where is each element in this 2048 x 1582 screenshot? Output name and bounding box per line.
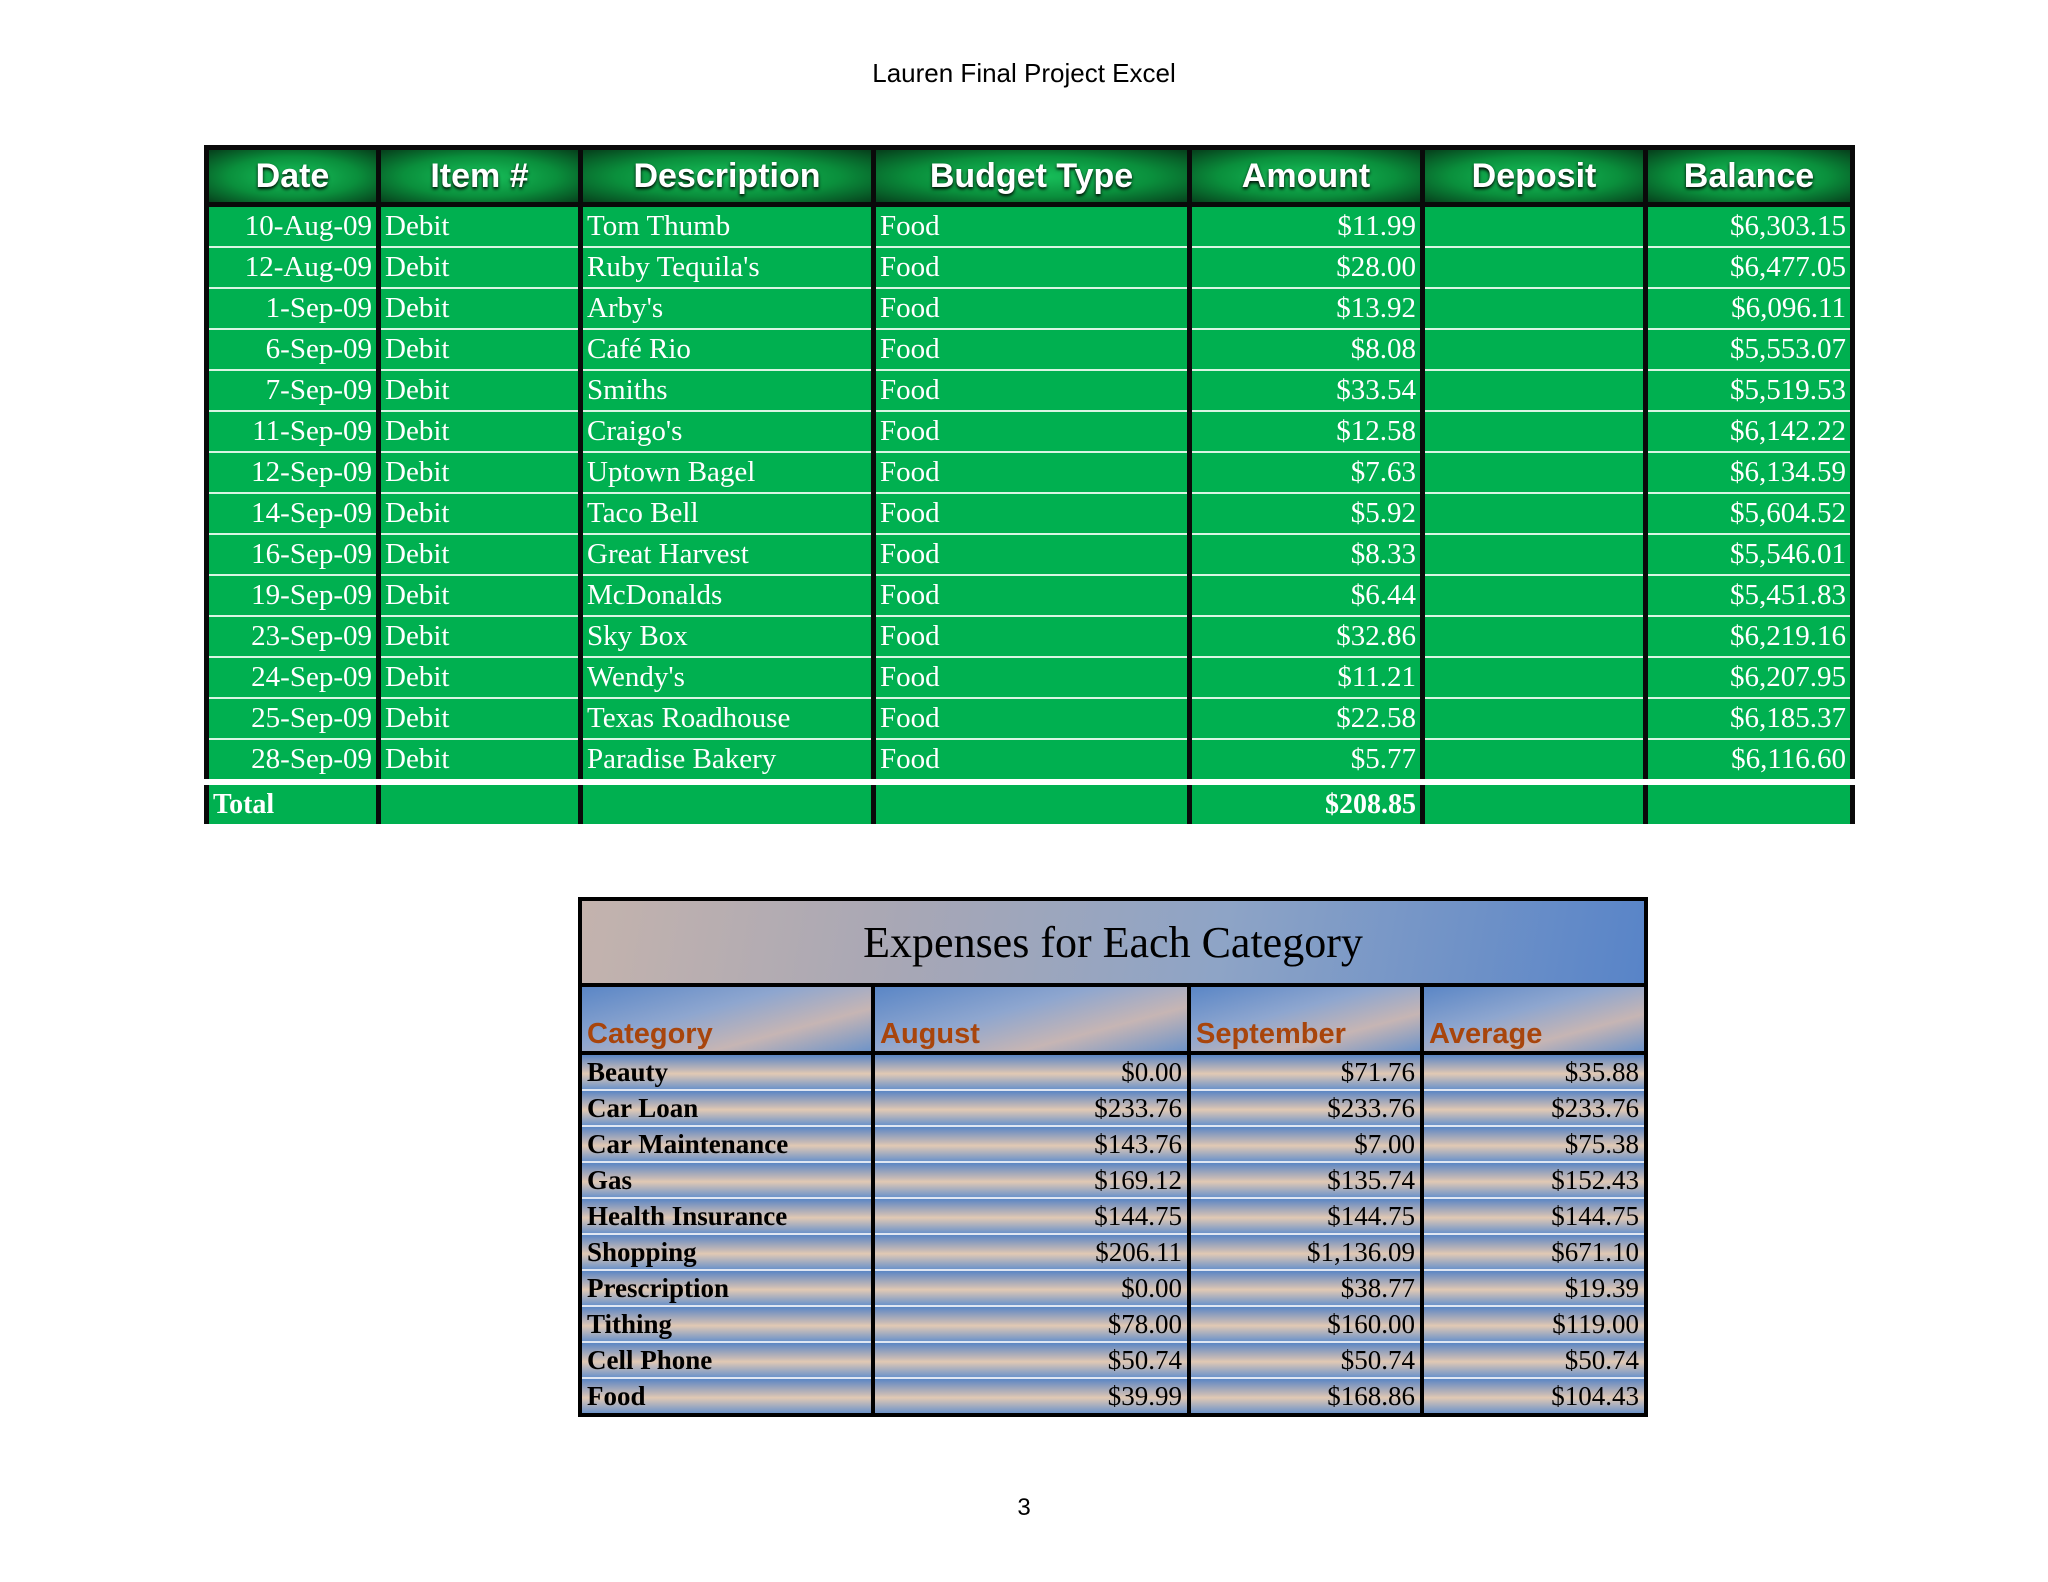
table-row <box>207 493 1853 534</box>
table-row <box>580 1126 1646 1162</box>
expenses-header-row <box>580 985 1646 1053</box>
page-number: 3 <box>1017 1494 1031 1521</box>
table-cell: 6-Sep-09 <box>207 329 379 370</box>
table-cell: $6,134.59 <box>1646 452 1853 493</box>
table-cell: Debit <box>379 452 581 493</box>
table-cell: $6.44 <box>1190 575 1423 616</box>
table-cell: Food <box>874 575 1190 616</box>
table-cell: Debit <box>379 370 581 411</box>
table-cell: $135.74 <box>1189 1162 1422 1198</box>
table-cell: $5,519.53 <box>1646 370 1853 411</box>
expenses-table <box>578 897 1648 1417</box>
table-cell <box>1423 411 1646 452</box>
table-row <box>580 1053 1646 1090</box>
table-row <box>207 657 1853 698</box>
table-cell: Wendy's <box>581 657 874 698</box>
table-cell: $75.38 <box>1422 1126 1646 1162</box>
table-cell <box>1423 782 1646 824</box>
table-cell: $143.76 <box>873 1126 1189 1162</box>
column-header-budget-type: Budget Type <box>874 148 1190 205</box>
table-cell <box>581 782 874 824</box>
table-cell: 25-Sep-09 <box>207 698 379 739</box>
category-label: Shopping <box>580 1234 873 1270</box>
table-cell <box>1423 657 1646 698</box>
table-row <box>207 288 1853 329</box>
table-cell: $50.74 <box>1189 1342 1422 1378</box>
table-row <box>207 452 1853 493</box>
category-label: Health Insurance <box>580 1198 873 1234</box>
table-cell <box>1423 616 1646 657</box>
table-cell: $8.08 <box>1190 329 1423 370</box>
table-cell: $13.92 <box>1190 288 1423 329</box>
table-cell: $50.74 <box>873 1342 1189 1378</box>
table-cell: $6,116.60 <box>1646 739 1853 782</box>
table-cell: $33.54 <box>1190 370 1423 411</box>
category-label: Car Maintenance <box>580 1126 873 1162</box>
column-header-item: Item # <box>379 148 581 205</box>
table-cell: 11-Sep-09 <box>207 411 379 452</box>
page-header-title: Lauren Final Project Excel <box>872 58 1176 88</box>
table-cell: McDonalds <box>581 575 874 616</box>
table-cell: $1,136.09 <box>1189 1234 1422 1270</box>
table-cell: Debit <box>379 329 581 370</box>
table-cell: Craigo's <box>581 411 874 452</box>
table-row <box>207 329 1853 370</box>
table-row <box>207 205 1853 248</box>
table-row <box>580 1090 1646 1126</box>
table-cell: $28.00 <box>1190 247 1423 288</box>
table-cell: $169.12 <box>873 1162 1189 1198</box>
table-cell: $12.58 <box>1190 411 1423 452</box>
table-cell: $7.00 <box>1189 1126 1422 1162</box>
column-header-average: Average <box>1422 985 1646 1053</box>
table-cell: $152.43 <box>1422 1162 1646 1198</box>
table-cell: $35.88 <box>1422 1053 1646 1090</box>
table-row <box>580 1306 1646 1342</box>
table-cell: Café Rio <box>581 329 874 370</box>
table-cell: Debit <box>379 698 581 739</box>
table-cell: $5,546.01 <box>1646 534 1853 575</box>
category-label: Prescription <box>580 1270 873 1306</box>
table-cell: Food <box>874 698 1190 739</box>
table-cell: Food <box>874 247 1190 288</box>
table-cell: $5.77 <box>1190 739 1423 782</box>
table-cell: $6,303.15 <box>1646 205 1853 248</box>
table-cell: 28-Sep-09 <box>207 739 379 782</box>
category-label: Food <box>580 1378 873 1415</box>
table-cell <box>1423 452 1646 493</box>
table-cell: Food <box>874 657 1190 698</box>
table-cell: $160.00 <box>1189 1306 1422 1342</box>
table-cell: $5,604.52 <box>1646 493 1853 534</box>
category-label: Beauty <box>580 1053 873 1090</box>
column-header-august: August <box>873 985 1189 1053</box>
table-cell: Food <box>874 370 1190 411</box>
table-cell: $38.77 <box>1189 1270 1422 1306</box>
table-cell: $71.76 <box>1189 1053 1422 1090</box>
table-cell: Debit <box>379 411 581 452</box>
table-cell: $5,451.83 <box>1646 575 1853 616</box>
total-label: Total <box>207 782 379 824</box>
column-header-category: Category <box>580 985 873 1053</box>
table-cell: $22.58 <box>1190 698 1423 739</box>
table-cell: $5,553.07 <box>1646 329 1853 370</box>
table-cell: $104.43 <box>1422 1378 1646 1415</box>
table-row <box>207 575 1853 616</box>
category-label: Cell Phone <box>580 1342 873 1378</box>
total-amount: $208.85 <box>1190 782 1423 824</box>
table-cell: $168.86 <box>1189 1378 1422 1415</box>
table-cell: 19-Sep-09 <box>207 575 379 616</box>
table-row <box>207 411 1853 452</box>
column-header-deposit: Deposit <box>1423 148 1646 205</box>
table-cell <box>1423 534 1646 575</box>
column-header-amount: Amount <box>1190 148 1423 205</box>
table-cell: Debit <box>379 288 581 329</box>
table-cell: Debit <box>379 616 581 657</box>
table-cell: Food <box>874 616 1190 657</box>
table-cell: Ruby Tequila's <box>581 247 874 288</box>
category-label: Car Loan <box>580 1090 873 1126</box>
table-row <box>580 1198 1646 1234</box>
table-cell: Food <box>874 493 1190 534</box>
table-cell: 16-Sep-09 <box>207 534 379 575</box>
table-cell: $6,207.95 <box>1646 657 1853 698</box>
table-cell <box>1423 739 1646 782</box>
table-row <box>207 698 1853 739</box>
table-cell: 12-Sep-09 <box>207 452 379 493</box>
table-row <box>580 1270 1646 1306</box>
table-cell: $32.86 <box>1190 616 1423 657</box>
table-cell: $6,096.11 <box>1646 288 1853 329</box>
table-cell: $6,219.16 <box>1646 616 1853 657</box>
table-cell: Debit <box>379 739 581 782</box>
table-cell: $11.99 <box>1190 205 1423 248</box>
table-cell: $206.11 <box>873 1234 1189 1270</box>
table-cell: 7-Sep-09 <box>207 370 379 411</box>
table-cell: Debit <box>379 657 581 698</box>
table-cell: Smiths <box>581 370 874 411</box>
table-cell: $671.10 <box>1422 1234 1646 1270</box>
table-cell <box>1423 493 1646 534</box>
category-label: Tithing <box>580 1306 873 1342</box>
table-cell: $0.00 <box>873 1270 1189 1306</box>
table-cell: $11.21 <box>1190 657 1423 698</box>
table-cell: Food <box>874 329 1190 370</box>
table-row <box>207 616 1853 657</box>
table-row <box>207 739 1853 782</box>
table-cell: $6,477.05 <box>1646 247 1853 288</box>
expenses-table-title: Expenses for Each Category <box>580 899 1646 985</box>
table-row <box>580 1378 1646 1415</box>
table-row <box>207 370 1853 411</box>
table-cell: $8.33 <box>1190 534 1423 575</box>
table-cell <box>1423 370 1646 411</box>
table-cell: $0.00 <box>873 1053 1189 1090</box>
table-cell: $144.75 <box>1189 1198 1422 1234</box>
table-cell: $233.76 <box>873 1090 1189 1126</box>
table-cell: Taco Bell <box>581 493 874 534</box>
table-cell: $50.74 <box>1422 1342 1646 1378</box>
table-cell: 1-Sep-09 <box>207 288 379 329</box>
table-row <box>207 534 1853 575</box>
table-cell <box>1423 698 1646 739</box>
table-cell: $6,185.37 <box>1646 698 1853 739</box>
table-cell: $5.92 <box>1190 493 1423 534</box>
table-cell: 14-Sep-09 <box>207 493 379 534</box>
table-cell <box>1423 247 1646 288</box>
table-cell: Debit <box>379 493 581 534</box>
table-cell <box>1423 575 1646 616</box>
column-header-balance: Balance <box>1646 148 1853 205</box>
table-row <box>580 1234 1646 1270</box>
table-cell: Food <box>874 739 1190 782</box>
table-cell: Paradise Bakery <box>581 739 874 782</box>
category-label: Gas <box>580 1162 873 1198</box>
table-cell <box>874 782 1190 824</box>
column-header-description: Description <box>581 148 874 205</box>
table-cell: Sky Box <box>581 616 874 657</box>
table-cell: Food <box>874 288 1190 329</box>
table-cell: $233.76 <box>1189 1090 1422 1126</box>
table-cell: 10-Aug-09 <box>207 205 379 248</box>
table-cell: 12-Aug-09 <box>207 247 379 288</box>
table-cell: $78.00 <box>873 1306 1189 1342</box>
table-cell: $233.76 <box>1422 1090 1646 1126</box>
table-cell: $144.75 <box>1422 1198 1646 1234</box>
table-row <box>207 247 1853 288</box>
column-header-september: September <box>1189 985 1422 1053</box>
table-cell: Food <box>874 411 1190 452</box>
table-cell <box>1646 782 1853 824</box>
table-cell: Great Harvest <box>581 534 874 575</box>
table-cell <box>379 782 581 824</box>
ledger-table <box>204 145 1855 824</box>
table-cell: $7.63 <box>1190 452 1423 493</box>
table-cell: 23-Sep-09 <box>207 616 379 657</box>
table-cell: Arby's <box>581 288 874 329</box>
table-cell: Uptown Bagel <box>581 452 874 493</box>
ledger-total-row <box>207 782 1853 824</box>
table-cell: Debit <box>379 205 581 248</box>
column-header-date: Date <box>207 148 379 205</box>
table-cell: $144.75 <box>873 1198 1189 1234</box>
table-cell <box>1423 205 1646 248</box>
table-cell: Tom Thumb <box>581 205 874 248</box>
table-cell: Debit <box>379 575 581 616</box>
table-cell <box>1423 329 1646 370</box>
table-cell: Texas Roadhouse <box>581 698 874 739</box>
table-cell: Food <box>874 534 1190 575</box>
table-cell: 24-Sep-09 <box>207 657 379 698</box>
table-cell: $19.39 <box>1422 1270 1646 1306</box>
table-cell: $119.00 <box>1422 1306 1646 1342</box>
table-cell: Food <box>874 452 1190 493</box>
ledger-header-row <box>207 148 1853 205</box>
table-cell <box>1423 288 1646 329</box>
table-cell: Food <box>874 205 1190 248</box>
table-cell: Debit <box>379 534 581 575</box>
table-row <box>580 1162 1646 1198</box>
table-cell: $39.99 <box>873 1378 1189 1415</box>
table-row <box>580 1342 1646 1378</box>
table-cell: Debit <box>379 247 581 288</box>
table-cell: $6,142.22 <box>1646 411 1853 452</box>
